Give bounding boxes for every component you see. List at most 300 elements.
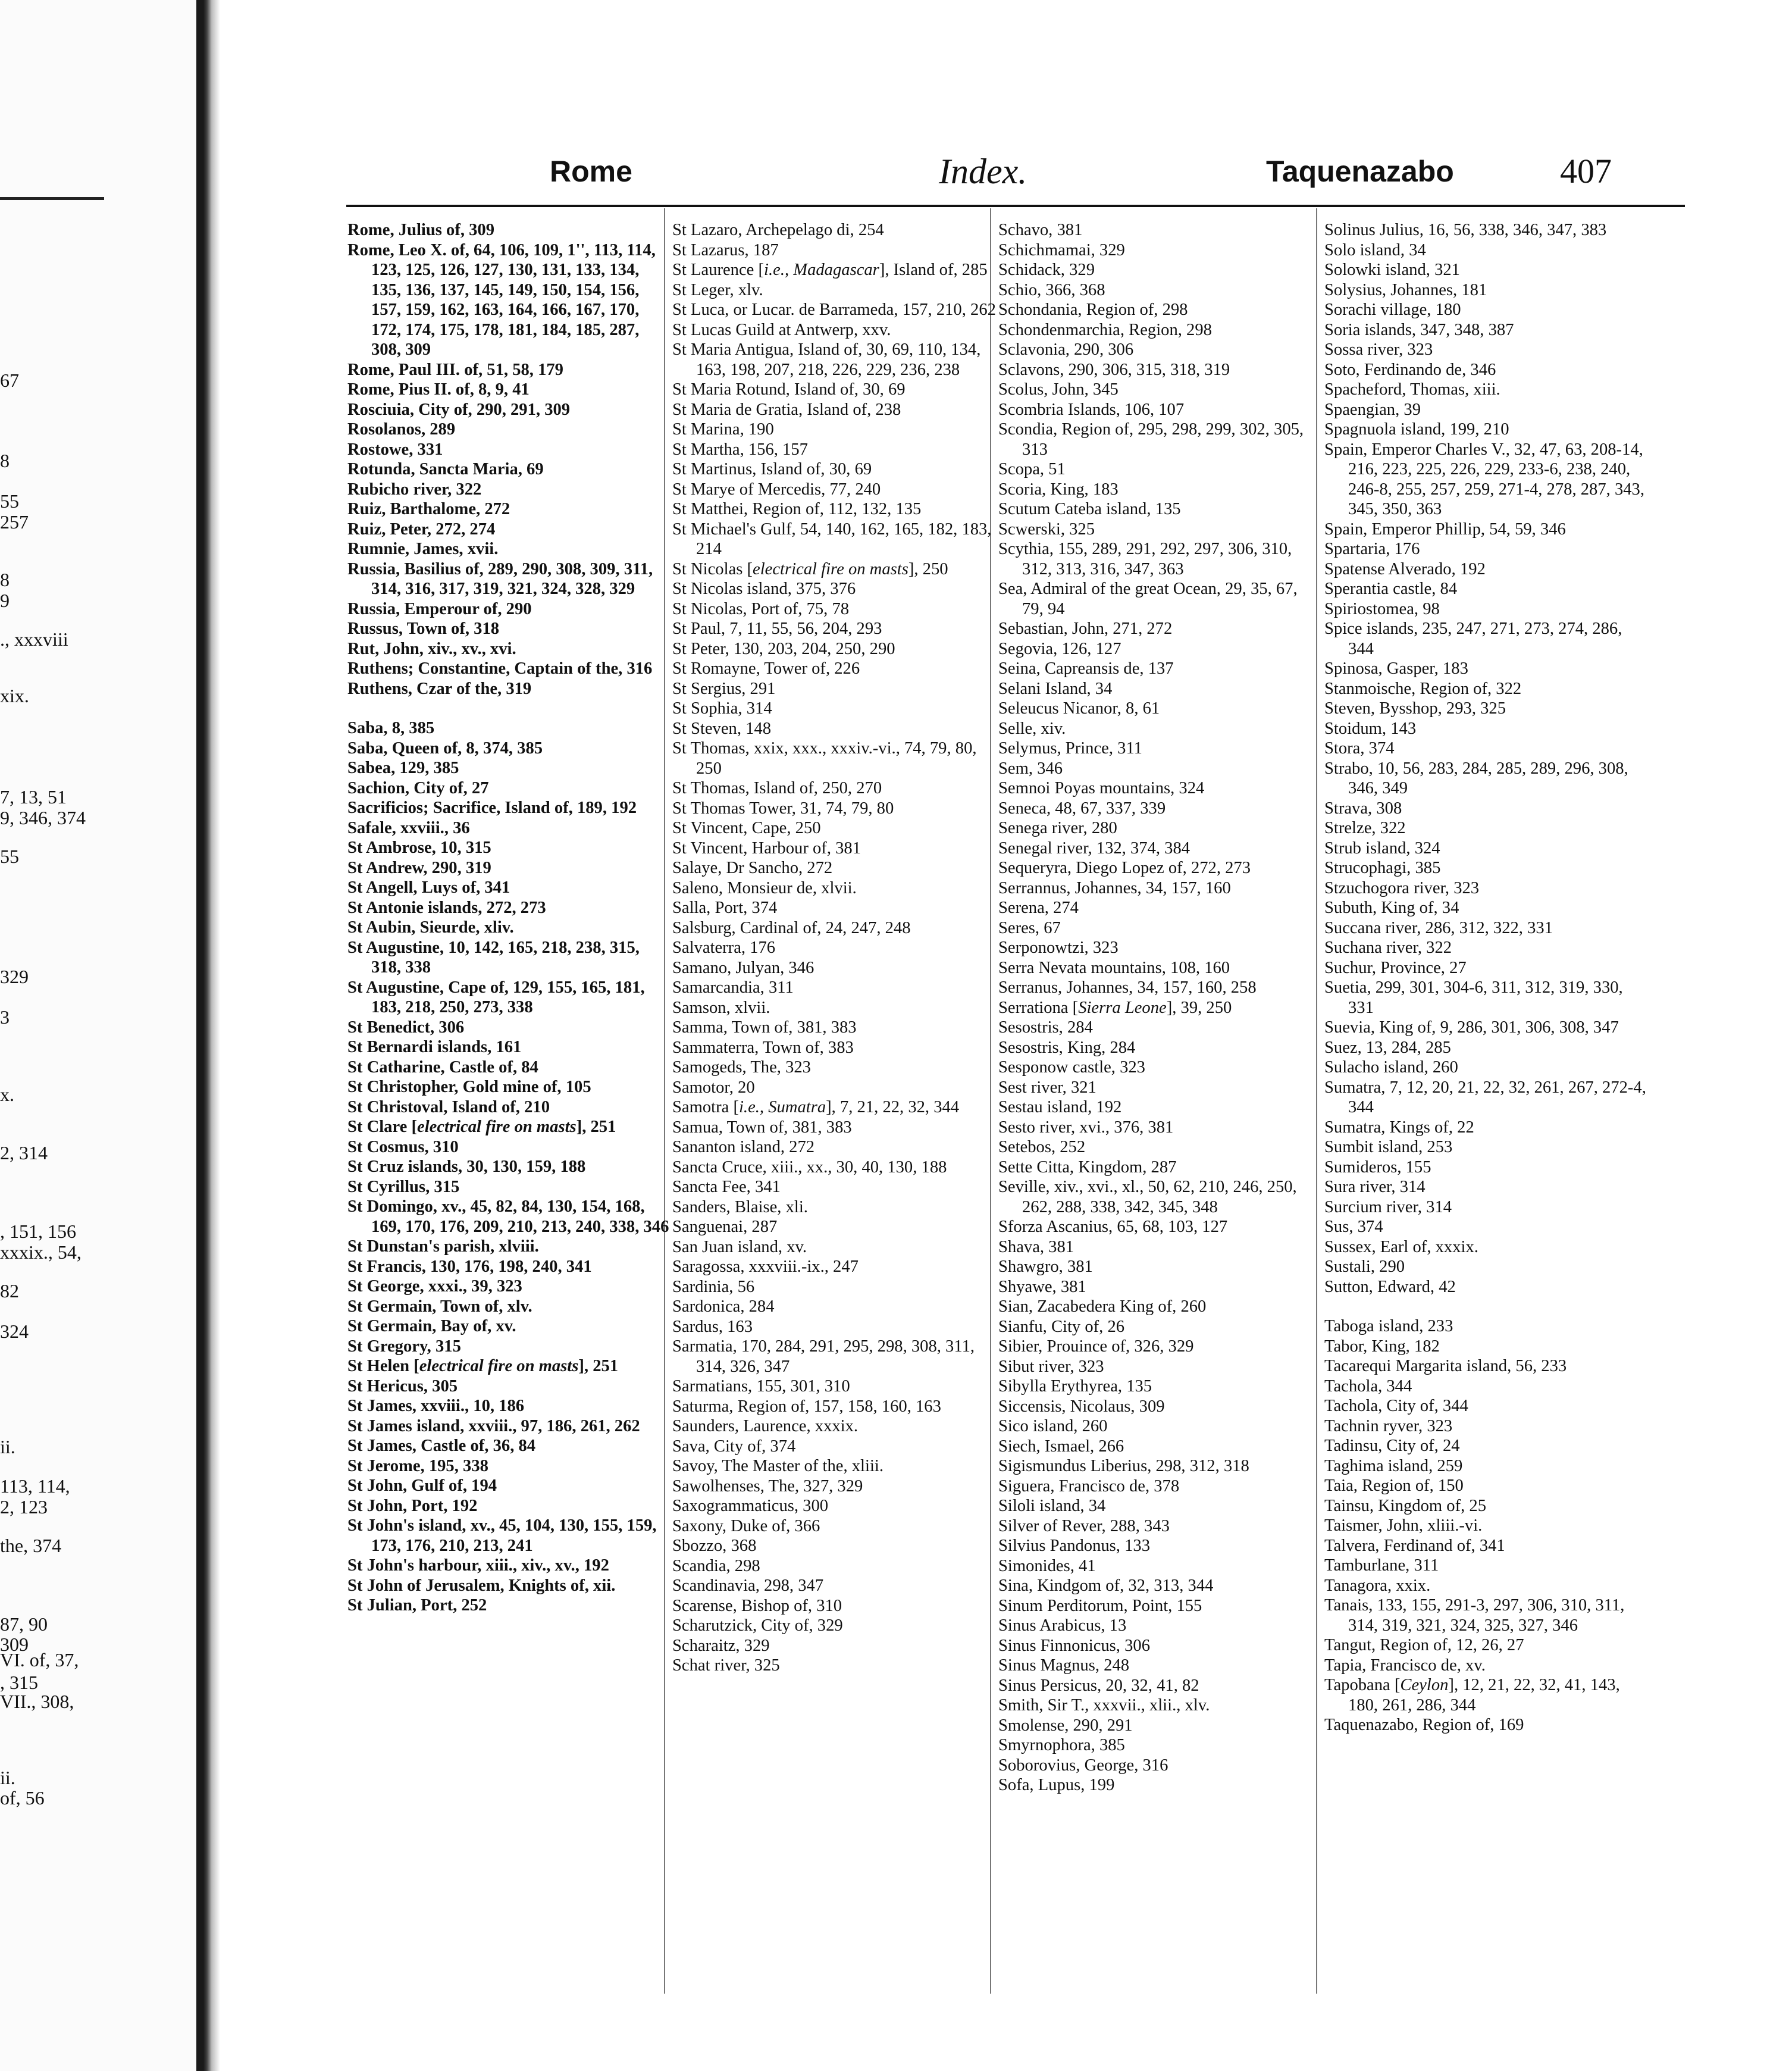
index-entry: St Paul, 7, 11, 55, 56, 204, 293 [672,620,882,638]
index-entry: Schat river, 325 [672,1656,780,1675]
index-entry: Ruiz, Barthalome, 272 [347,500,510,518]
index-entry: St George, xxxi., 39, 323 [347,1277,522,1296]
index-entry: St Angell, Luys of, 341 [347,878,510,897]
left-page-line: 2, 314 [0,1142,48,1163]
left-page-line: 87, 90 [0,1613,48,1635]
left-page-line: 55 [0,846,19,867]
index-entry: Strelze, 322 [1324,819,1406,837]
index-entry: Spaengian, 39 [1324,400,1421,419]
index-entry: Saturma, Region of, 157, 158, 160, 163 [672,1397,941,1416]
index-entry: Tachola, City of, 344 [1324,1397,1468,1415]
index-entry: Sardinia, 56 [672,1277,755,1296]
index-column-2 [672,220,997,1676]
index-entry: Soria islands, 347, 348, 387 [1324,320,1514,339]
index-entry: St James, xxviii., 10, 186 [347,1397,525,1415]
index-entry: Taismer, John, xliii.-vi. [1324,1516,1483,1535]
index-entry: Sesto river, xvi., 376, 381 [998,1118,1174,1137]
index-entry: Schidack, 329 [998,261,1095,279]
index-entry: St Maria Rotund, Island of, 30, 69 [672,380,906,399]
index-entry: St Michael's Gulf, 54, 140, 162, 165, 182, 183, 214 [672,520,992,558]
index-entry: Samogeds, The, 323 [672,1058,811,1077]
left-page-line: 67 [0,370,19,391]
index-entry: Sumbit island, 253 [1324,1138,1453,1156]
left-page-line: ii. [0,1436,15,1457]
left-page-line: 309 [0,1634,29,1655]
index-entry: Suchana river, 322 [1324,938,1452,957]
index-entry: Schavo, 381 [998,221,1083,239]
left-page-line: , 151, 156 [0,1221,76,1242]
index-entry: Spacheford, Thomas, xiii. [1324,380,1500,399]
index-entry: Shyawe, 381 [998,1277,1086,1296]
index-entry: Sette Citta, Kingdom, 287 [998,1157,1177,1177]
index-entry: Sesostris, King, 284 [998,1038,1136,1057]
index-entry: Strucophagi, 385 [1324,859,1441,877]
index-entry: Rosolanos, 289 [347,420,456,439]
left-page-line: ii. [0,1767,15,1788]
left-page-line: 324 [0,1321,29,1342]
index-entry: St Jerome, 195, 338 [347,1456,488,1475]
index-entry: Serrationa [Sierra Leone], 39, 250 [998,998,1232,1017]
index-entry: Silvius Pandonus, 133 [998,1537,1150,1555]
index-entry: St John, Port, 192 [347,1496,478,1515]
index-entry: Sustali, 290 [1324,1257,1405,1276]
page-number: 407 [1560,152,1612,190]
running-head-right: Taquenazabo [1266,155,1454,188]
left-page-line: 8 [0,569,10,590]
left-page-line: ., xxxviii [0,628,68,650]
index-entry: Saunders, Laurence, xxxix. [672,1417,859,1435]
index-entry: Rotunda, Sancta Maria, 69 [347,460,544,478]
index-entry: St John's island, xv., 45, 104, 130, 155, 159, 173, 176, 210, 213, 241 [347,1516,657,1555]
index-entry: St Romayne, Tower of, 226 [672,659,860,678]
index-entry: Tacarequi Margarita island, 56, 233 [1324,1357,1567,1375]
index-entry: St Leger, xlv. [672,280,763,299]
index-entry: Spagnuola island, 199, 210 [1324,420,1509,439]
index-entry: Sanders, Blaise, xli. [672,1197,808,1216]
index-entry: Sorachi village, 180 [1324,301,1461,319]
index-entry: Russia, Emperour of, 290 [347,599,532,618]
index-entry: Smolense, 290, 291 [998,1716,1133,1735]
index-entry: Spatense Alverado, 192 [1324,559,1486,578]
index-entry: Tapia, Francisco de, xv. [1324,1656,1486,1675]
index-column-3 [998,220,1323,1795]
left-page-line: 329 [0,966,29,987]
index-entry: Semnoi Poyas mountains, 324 [998,779,1205,797]
index-entry: St Augustine, Cape of, 129, 155, 165, 181, 183, 218, 250, 273, 338 [347,978,645,1016]
index-entry: Tanagora, xxix. [1324,1576,1431,1595]
index-entry: Sus, 374 [1324,1218,1383,1236]
index-entry: Stanmoische, Region of, 322 [1324,679,1522,698]
index-entry: St Marina, 190 [672,420,774,439]
left-page-line: VII., 308, [0,1691,74,1712]
index-entry: Serrannus, Johannes, 34, 157, 160 [998,878,1231,897]
index-entry: Sofa, Lupus, 199 [998,1776,1115,1794]
index-entry: Serena, 274 [998,899,1079,917]
index-entry: Saxony, Duke of, 366 [672,1516,820,1535]
index-entry: Rome, Leo X. of, 64, 106, 109, 1'', 113, 114, 123, 125, 126, 127, 130, 131, 133, 134, 135, 136, 137, 145, 149, 150, 154, 156, 157, 159, 162, 163, 164, 166, 167, 170, 172, 174, 175, 178, 181, 184, 185, 287, 308, 309 [347,240,656,359]
index-entry: Tangut, Region of, 12, 26, 27 [1324,1636,1524,1654]
index-entry: Sutton, Edward, 42 [1324,1277,1456,1296]
index-entry: Tachola, 344 [1324,1377,1412,1396]
index-entry: St Thomas Tower, 31, 74, 79, 80 [672,799,894,818]
index-column-4 [1324,220,1649,1735]
index-entry: Simonides, 41 [998,1556,1096,1575]
index-entry: St John, Gulf of, 194 [347,1476,497,1495]
index-entry: Stora, 374 [1324,739,1395,758]
index-entry: Schio, 366, 368 [998,280,1105,299]
index-entry: Succana river, 286, 312, 322, 331 [1324,918,1553,937]
index-entry: St Benedict, 306 [347,1018,465,1037]
index-entry: Samma, Town of, 381, 383 [672,1018,857,1037]
index-entry: St Helen [electrical fire on masts], 251 [347,1357,619,1375]
index-entry: Sea, Admiral of the great Ocean, 29, 35, 67, 79, 94 [998,580,1298,618]
index-entry: Ruiz, Peter, 272, 274 [347,520,496,539]
index-entry: St Matthei, Region of, 112, 132, 135 [672,500,922,518]
index-entry: St Domingo, xv., 45, 82, 84, 130, 154, 168, 169, 170, 176, 209, 210, 213, 240, 338, 346 [347,1197,669,1236]
index-entry: St Clare [electrical fire on masts], 251 [347,1118,616,1136]
index-entry: Subuth, King of, 34 [1324,899,1459,917]
index-entry: Sarmatia, 170, 284, 291, 295, 298, 308, 311, 314, 326, 347 [672,1337,975,1376]
index-entry: Sesostris, 284 [998,1018,1093,1037]
left-page-line: 55 [0,490,19,512]
index-entry: Scopa, 51 [998,460,1066,478]
index-entry: Russus, Town of, 318 [347,620,500,638]
index-entry: Schichmamai, 329 [998,240,1125,259]
index-entry: St Nicolas, Port of, 75, 78 [672,599,850,618]
index-entry: Schondania, Region of, 298 [998,301,1188,319]
index-entry: Tapobana [Ceylon], 12, 21, 22, 32, 41, 143, 180, 261, 286, 344 [1324,1676,1620,1715]
index-entry: Scwerski, 325 [998,520,1095,539]
index-entry: St Andrew, 290, 319 [347,858,491,877]
index-entry: Taboga island, 233 [1324,1317,1453,1335]
index-entry: Scutum Cateba island, 135 [998,500,1181,518]
index-entry: Serra Nevata mountains, 108, 160 [998,958,1230,977]
index-entry: St Lazarus, 187 [672,240,779,259]
index-entry: Scandinavia, 298, 347 [672,1576,824,1595]
index-entry: Sibier, Prouince of, 326, 329 [998,1337,1194,1356]
left-page-line: the, 374 [0,1535,62,1556]
index-entry: Russia, Basilius of, 289, 290, 308, 309, 311, 314, 316, 317, 319, 321, 324, 328, 329 [347,559,653,598]
index-entry: Rostowe, 331 [347,440,443,459]
index-entry: Sossa river, 323 [1324,340,1433,359]
index-entry: Rome, Julius of, 309 [347,221,495,239]
index-entry: Sulacho island, 260 [1324,1058,1458,1077]
index-entry: St Nicolas [electrical fire on masts], 250 [672,559,948,578]
index-entry: St Laurence [i.e., Madagascar], Island of, 285 [672,261,988,279]
index-entry: Rome, Pius II. of, 8, 9, 41 [347,380,530,399]
book-gutter [196,0,220,2071]
index-entry: Taia, Region of, 150 [1324,1476,1464,1495]
index-entry: Sardonica, 284 [672,1297,775,1316]
index-entry: St Gregory, 315 [347,1337,461,1356]
index-entry: St Francis, 130, 176, 198, 240, 341 [347,1257,592,1276]
index-entry: Sina, Kindgom of, 32, 313, 344 [998,1576,1214,1595]
index-entry: Saragossa, xxxviii.-ix., 247 [672,1257,859,1276]
left-page-line: of, 56 [0,1787,45,1809]
index-entry: Sancta Cruce, xiii., xx., 30, 40, 130, 188 [672,1157,947,1177]
index-entry: Spiriostomea, 98 [1324,599,1440,618]
index-entry: St Maria Antigua, Island of, 30, 69, 110, 134, 163, 198, 207, 218, 226, 229, 236, 238 [672,340,981,379]
index-entry: St Lazaro, Archepelago di, 254 [672,221,884,239]
index-entry: Sava, City of, 374 [672,1437,796,1456]
index-entry: St Vincent, Harbour of, 381 [672,839,861,858]
index-entry: St Cruz islands, 30, 130, 159, 188 [347,1157,586,1176]
index-entry: St Luca, or Lucar. de Barrameda, 157, 210, 262 [672,301,996,319]
index-entry: Siloli island, 34 [998,1497,1106,1515]
index-entry: St Martinus, Island of, 30, 69 [672,460,872,478]
index-entry: Scharutzick, City of, 329 [672,1616,843,1635]
index-entry: Seina, Capreansis de, 137 [998,659,1174,678]
index-entry: St Steven, 148 [672,719,772,738]
index-entry: St Christoval, Island of, 210 [347,1097,550,1116]
index-entry: Suez, 13, 284, 285 [1324,1038,1451,1057]
index-entry: St Sergius, 291 [672,679,776,698]
index-entry: Solo island, 34 [1324,240,1426,259]
left-page-line: 257 [0,511,29,533]
header-rule [346,205,1685,207]
index-entry: Rumnie, James, xvii. [347,540,499,558]
index-entry: Suetia, 299, 301, 304-6, 311, 312, 319, 330, 331 [1324,978,1623,1017]
index-entry: Sian, Zacabedera King of, 260 [998,1297,1207,1316]
index-entry: Selle, xiv. [998,719,1066,738]
index-entry: St John's harbour, xiii., xiv., xv., 192 [347,1556,609,1575]
index-entry: St Germain, Town of, xlv. [347,1297,532,1316]
index-entry: Schondenmarchia, Region, 298 [998,320,1212,339]
index-entry: Rosciuia, City of, 290, 291, 309 [347,400,571,419]
index-entry: Spain, Emperor Phillip, 54, 59, 346 [1324,520,1566,539]
index-entry: Selani Island, 34 [998,679,1113,698]
index-entry: Sestau island, 192 [998,1098,1122,1116]
index-entry: Seleucus Nicanor, 8, 61 [998,699,1160,718]
index-entry: Siccensis, Nicolaus, 309 [998,1397,1165,1416]
index-entry: Sananton island, 272 [672,1138,815,1156]
index-entry: Safale, xxviii., 36 [347,818,470,837]
index-entry: Tachnin ryver, 323 [1324,1416,1453,1435]
index-entry: Siguera, Francisco de, 378 [998,1476,1180,1496]
index-entry: St Augustine, 10, 142, 165, 218, 238, 315, 318, 338 [347,938,640,977]
index-entry: Sammaterra, Town of, 383 [672,1038,854,1057]
index-entry: Salvaterra, 176 [672,938,776,957]
index-entry: Solowki island, 321 [1324,261,1460,279]
index-entry: Sabea, 129, 385 [347,759,459,777]
index-entry: Suchur, Province, 27 [1324,958,1467,977]
index-entry: Savoy, The Master of the, xliii. [672,1457,884,1475]
index-entry: Tadinsu, City of, 24 [1324,1437,1460,1455]
index-entry: Sumatra, 7, 12, 20, 21, 22, 32, 261, 267, 272-4, 344 [1324,1078,1646,1116]
index-entry: Sesponow castle, 323 [998,1058,1145,1077]
index-entry: St Julian, Port, 252 [347,1596,487,1615]
left-page-line: 113, 114, [0,1475,70,1497]
index-entry: Samano, Julyan, 346 [672,958,814,977]
index-entry: Seneca, 48, 67, 337, 339 [998,799,1166,818]
index-entry: Sest river, 321 [998,1078,1096,1097]
index-entry: Smith, Sir T., xxxvii., xlii., xlv. [998,1696,1210,1715]
index-entry: Spain, Emperor Charles V., 32, 47, 63, 208-14, 216, 223, 225, 226, 229, 233-6, 238, 240, 246-8, 255, 257, 259, 271-4, 278, 287, 343, 345, 350, 363 [1324,440,1644,518]
index-entry: St Catharine, Castle of, 84 [347,1058,538,1077]
index-entry: Sumatra, Kings of, 22 [1324,1118,1474,1137]
index-entry: St Thomas, Island of, 250, 270 [672,779,882,797]
index-entry: Saleno, Monsieur de, xlvii. [672,878,857,897]
index-entry: Sclavonia, 290, 306 [998,340,1134,359]
index-entry: Spinosa, Gasper, 183 [1324,659,1468,678]
index-entry: Sforza Ascanius, 65, 68, 103, 127 [998,1218,1228,1236]
index-entry: St Marye of Mercedis, 77, 240 [672,480,881,499]
index-entry: Salsburg, Cardinal of, 24, 247, 248 [672,918,911,937]
index-entry: Tamburlane, 311 [1324,1556,1439,1575]
index-entry: Scolus, John, 345 [998,380,1119,399]
left-page-line: 82 [0,1280,19,1302]
index-entry: St Thomas, xxix, xxx., xxxiv.-vi., 74, 79, 80, 250 [672,739,977,778]
index-column-1 [347,220,672,1616]
index-entry: Soto, Ferdinando de, 346 [1324,360,1496,379]
index-entry: Siech, Ismael, 266 [998,1437,1124,1456]
index-entry: St Ambrose, 10, 315 [347,839,491,857]
index-entry: Samotra [i.e., Sumatra], 7, 21, 22, 32, 344 [672,1098,960,1116]
index-entry: Setebos, 252 [998,1138,1086,1156]
index-entry: Scondia, Region of, 295, 298, 299, 302, 305, 313 [998,420,1304,459]
index-entry: St Bernardi islands, 161 [347,1038,522,1056]
index-entry: Sancta Fee, 341 [672,1178,781,1196]
index-entry: Soborovius, George, 316 [998,1756,1168,1775]
index-entry: St Martha, 156, 157 [672,440,808,459]
index-entry: Salla, Port, 374 [672,899,778,917]
index-entry: Strub island, 324 [1324,839,1440,858]
index-entry: Sinus Magnus, 248 [998,1656,1130,1675]
index-entry: St Cyrillus, 315 [347,1177,460,1196]
left-page-line: x. [0,1084,14,1105]
index-entry: Sianfu, City of, 26 [998,1317,1125,1336]
index-entry: Taghima island, 259 [1324,1456,1463,1475]
index-entry: Senega river, 280 [998,819,1117,837]
index-entry: St Vincent, Cape, 250 [672,819,821,837]
index-entry: Scandia, 298 [672,1556,760,1575]
index-entry: Shava, 381 [998,1237,1074,1256]
index-entry: Spice islands, 235, 247, 271, 273, 274, 286, 344 [1324,620,1622,658]
left-page-line: 9 [0,590,10,611]
index-entry: St Dunstan's parish, xlviii. [347,1237,539,1256]
index-entry: Sibylla Erythyrea, 135 [998,1377,1152,1396]
index-entry: Strabo, 10, 56, 283, 284, 285, 289, 296, 308, 346, 349 [1324,759,1628,797]
index-entry: Sinus Finnonicus, 306 [998,1636,1150,1655]
index-entry: Tainsu, Kingdom of, 25 [1324,1496,1487,1515]
index-entry: St Cosmus, 310 [347,1137,459,1156]
index-entry: Sequeryra, Diego Lopez of, 272, 273 [998,859,1251,877]
index-entry: Sardus, 163 [672,1317,753,1336]
index-entry: Stoidum, 143 [1324,719,1417,738]
index-entry: Solysius, Johannes, 181 [1324,280,1487,299]
left-page-line: xix. [0,685,29,706]
index-entry: Seres, 67 [998,918,1061,937]
index-entry: Rome, Paul III. of, 51, 58, 179 [347,360,563,379]
index-entry: Talvera, Ferdinand of, 341 [1324,1536,1505,1555]
index-entry: Sura river, 314 [1324,1178,1426,1196]
left-page-line: 2, 123 [0,1496,48,1518]
index-entry: Spartaria, 176 [1324,540,1420,558]
index-entry: St Nicolas island, 375, 376 [672,580,856,598]
index-entry: St Peter, 130, 203, 204, 250, 290 [672,639,895,658]
index-entry: Sclavons, 290, 306, 315, 318, 319 [998,360,1230,379]
index-entry: Saxogrammaticus, 300 [672,1497,829,1515]
left-page-rule [0,197,104,200]
index-entry: Rut, John, xiv., xv., xvi. [347,639,516,658]
index-entry: Ruthens; Constantine, Captain of the, 316 [347,659,653,678]
index-entry: Segovia, 126, 127 [998,639,1121,658]
index-entry: Tabor, King, 182 [1324,1337,1440,1356]
index-entry: Tanais, 133, 155, 291-3, 297, 306, 310, 311, 314, 319, 321, 324, 325, 327, 346 [1324,1596,1625,1635]
index-entry: Sarmatians, 155, 301, 310 [672,1377,850,1396]
left-page-line: VI. of, 37, [0,1649,79,1670]
index-entry: Scoria, King, 183 [998,480,1119,499]
index-entry: Silver of Rever, 288, 343 [998,1516,1170,1535]
index-entry: St James, Castle of, 36, 84 [347,1437,536,1455]
index-entry: St Christopher, Gold mine of, 105 [347,1078,591,1096]
index-entry: Sumideros, 155 [1324,1157,1431,1177]
index-entry: Steven, Bysshop, 293, 325 [1324,699,1506,718]
index-entry: St James island, xxviii., 97, 186, 261, 262 [347,1416,640,1435]
index-entry: Sem, 346 [998,759,1063,778]
index-entry: Scarense, Bishop of, 310 [672,1596,842,1615]
left-page-line: 8 [0,450,10,471]
index-entry: Rubicho river, 322 [347,480,482,499]
index-entry: St Germain, Bay of, xv. [347,1317,516,1335]
index-entry: Sawolhenses, The, 327, 329 [672,1476,863,1496]
index-entry: Strava, 308 [1324,799,1402,818]
left-page-line: xxxix., 54, [0,1241,82,1263]
index-entry: Suevia, King of, 9, 286, 301, 306, 308, 347 [1324,1018,1619,1037]
index-entry: Serponowtzi, 323 [998,938,1119,957]
index-entry: Samson, xlvii. [672,998,770,1017]
index-entry: Sico island, 260 [998,1417,1108,1435]
index-entry: Smyrnophora, 385 [998,1736,1125,1754]
index-entry: Sacrificios; Sacrifice, Island of, 189, 192 [347,799,637,817]
index-entry: Scythia, 155, 289, 291, 292, 297, 306, 310, 312, 313, 316, 347, 363 [998,540,1292,578]
index-entry: Serranus, Johannes, 34, 157, 160, 258 [998,978,1257,997]
index-entry: Samarcandia, 311 [672,978,794,997]
left-page-line: 3 [0,1006,10,1028]
index-entry: Ruthens, Czar of the, 319 [347,679,532,698]
index-entry: Saba, 8, 385 [347,719,435,737]
index-entry: Sachion, City of, 27 [347,778,489,797]
index-entry: Sibut river, 323 [998,1357,1104,1376]
index-entry: St Antonie islands, 272, 273 [347,898,546,917]
index-entry: Sussex, Earl of, xxxix. [1324,1237,1478,1256]
index-entry: Scombria Islands, 106, 107 [998,400,1185,419]
index-entry: Sbozzo, 368 [672,1537,757,1555]
index-entry: Sinus Arabicus, 13 [998,1616,1127,1635]
index-entry: Sigismundus Liberius, 298, 312, 318 [998,1457,1249,1475]
index-entry: St Hericus, 305 [347,1377,458,1396]
index-entry: Seville, xiv., xvi., xl., 50, 62, 210, 246, 250, 262, 288, 338, 342, 345, 348 [998,1178,1297,1216]
index-entry: Saba, Queen of, 8, 374, 385 [347,739,543,758]
index-entry: Sinum Perditorum, Point, 155 [998,1596,1202,1615]
index-entry: Sperantia castle, 84 [1324,580,1458,598]
index-entry: Stzuchogora river, 323 [1324,878,1480,897]
index-entry: Selymus, Prince, 311 [998,739,1142,758]
index-entry: Surcium river, 314 [1324,1197,1452,1216]
index-entry: Sebastian, John, 271, 272 [998,620,1173,638]
index-entry: Scharaitz, 329 [672,1636,770,1655]
index-entry: Shawgro, 381 [998,1257,1093,1276]
index-entry: Samua, Town of, 381, 383 [672,1118,852,1137]
index-entry: St Aubin, Sieurde, xliv. [347,918,514,937]
index-entry: Salaye, Dr Sancho, 272 [672,859,833,877]
left-page-line: 7, 13, 51 [0,786,67,808]
index-entry: Solinus Julius, 16, 56, 338, 346, 347, 383 [1324,221,1607,239]
index-entry: St Maria de Gratia, Island of, 238 [672,400,901,419]
index-entry: St Sophia, 314 [672,699,772,718]
left-page-line: 9, 346, 374 [0,807,86,828]
index-entry: Senegal river, 132, 374, 384 [998,839,1191,858]
